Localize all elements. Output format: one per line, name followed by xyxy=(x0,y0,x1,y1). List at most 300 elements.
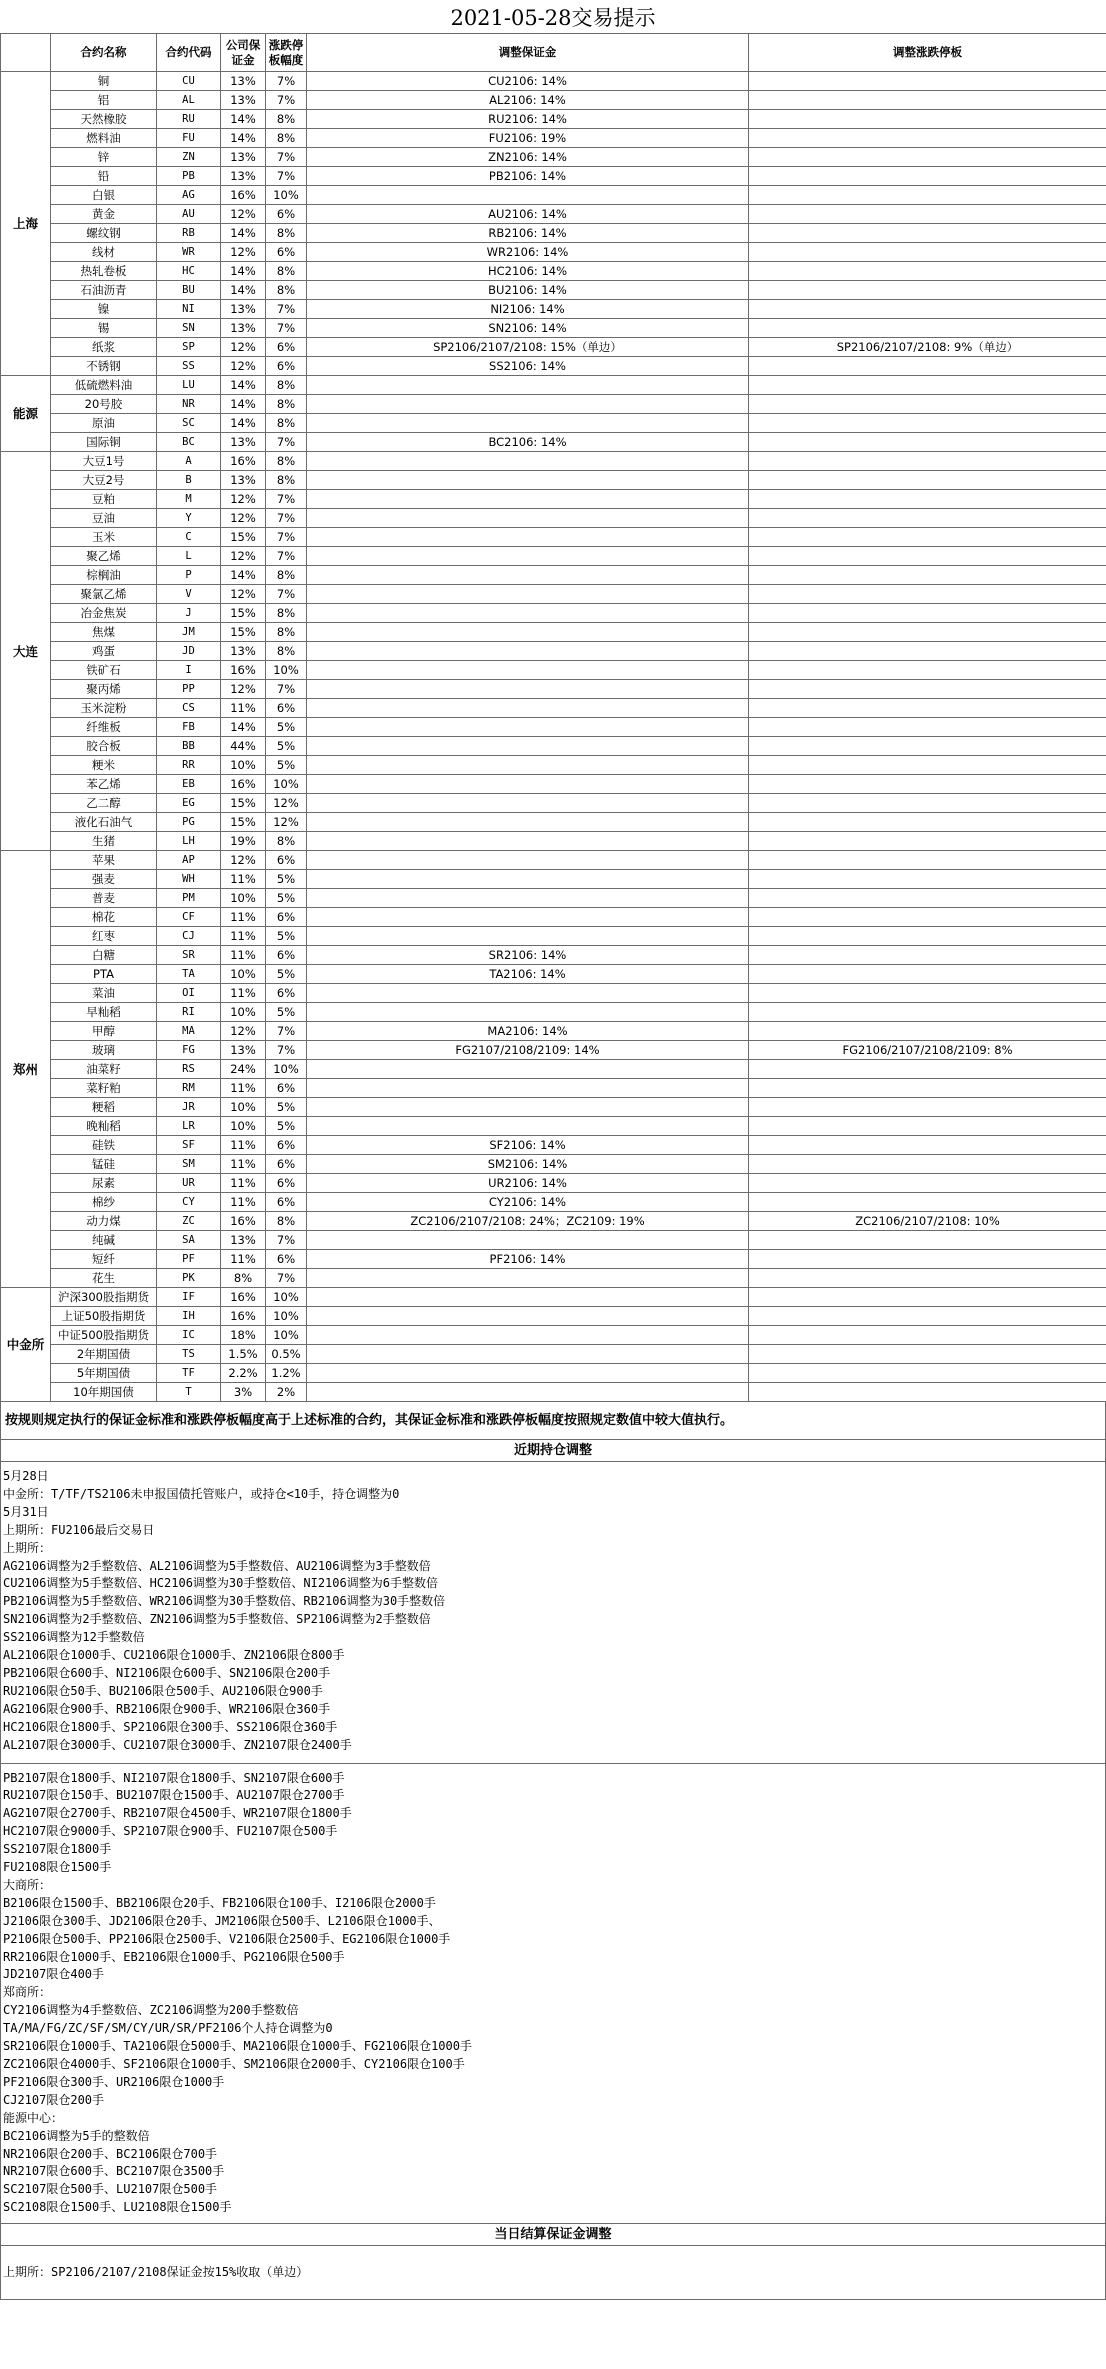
contract-code-cell: AU xyxy=(157,205,221,224)
table-row xyxy=(1,585,1106,604)
adjusted-margin-cell: CU2106: 14% xyxy=(307,72,749,91)
margin-cell: 16% xyxy=(221,452,266,471)
limit-cell: 6% xyxy=(266,1193,307,1212)
adjusted-margin-cell: WR2106: 14% xyxy=(307,243,749,262)
contract-code-cell: MA xyxy=(157,1022,221,1041)
limit-cell: 6% xyxy=(266,1155,307,1174)
table-row xyxy=(1,1174,1106,1193)
table-row xyxy=(1,300,1106,319)
table-row xyxy=(1,110,1106,129)
limit-cell: 5% xyxy=(266,1117,307,1136)
contract-code-cell: I xyxy=(157,661,221,680)
adjusted-limit-cell xyxy=(749,756,1106,775)
adjusted-margin-cell xyxy=(307,490,749,509)
adjusted-limit-cell xyxy=(749,1231,1106,1250)
limit-cell: 8% xyxy=(266,452,307,471)
contract-code-cell: JR xyxy=(157,1098,221,1117)
contract-code-cell: RS xyxy=(157,1060,221,1079)
contract-code-cell: SP xyxy=(157,338,221,357)
adjusted-margin-cell xyxy=(307,984,749,1003)
adjusted-margin-cell xyxy=(307,1307,749,1326)
contract-name-cell: 聚丙烯 xyxy=(51,680,157,699)
table-row xyxy=(1,699,1106,718)
table-row xyxy=(1,984,1106,1003)
limit-cell: 6% xyxy=(266,699,307,718)
adjusted-limit-cell xyxy=(749,661,1106,680)
margin-cell: 10% xyxy=(221,1003,266,1022)
adjusted-margin-cell xyxy=(307,1079,749,1098)
adjusted-margin-cell xyxy=(307,623,749,642)
adjusted-margin-cell: HC2106: 14% xyxy=(307,262,749,281)
position-adjust-block-2 xyxy=(0,1764,1106,2225)
limit-cell: 6% xyxy=(266,1136,307,1155)
contract-name-cell: 玻璃 xyxy=(51,1041,157,1060)
contract-name-cell: 20号胶 xyxy=(51,395,157,414)
adjusted-limit-cell xyxy=(749,281,1106,300)
contract-name-cell: 甲醇 xyxy=(51,1022,157,1041)
position-line: ZC2106限仓4000手、SF2106限仓1000手、SM2106限仓2000手、CY2106限仓100手 xyxy=(3,2057,465,2071)
margin-cell: 13% xyxy=(221,471,266,490)
table-row xyxy=(1,946,1106,965)
table-row xyxy=(1,1193,1106,1212)
adjusted-limit-cell xyxy=(749,1364,1106,1383)
adjusted-limit-cell xyxy=(749,1060,1106,1079)
position-line: AL2106限仓1000手、CU2106限仓1000手、ZN2106限仓800手 xyxy=(3,1648,345,1663)
limit-cell: 6% xyxy=(266,908,307,927)
header-contract-name: 合约名称 xyxy=(51,34,157,72)
adjusted-limit-cell xyxy=(749,300,1106,319)
contract-code-cell: OI xyxy=(157,984,221,1003)
contract-code-cell: FG xyxy=(157,1041,221,1060)
margin-cell: 11% xyxy=(221,908,266,927)
contract-name-cell: 棉纱 xyxy=(51,1193,157,1212)
margin-cell: 12% xyxy=(221,243,266,262)
adjusted-limit-cell xyxy=(749,414,1106,433)
contract-code-cell: T xyxy=(157,1383,221,1402)
adjusted-limit-cell xyxy=(749,794,1106,813)
limit-cell: 0.5% xyxy=(266,1345,307,1364)
position-line: 大商所： xyxy=(3,1877,52,1892)
margin-cell: 11% xyxy=(221,984,266,1003)
adjusted-margin-cell xyxy=(307,756,749,775)
margin-cell: 16% xyxy=(221,1307,266,1326)
table-row xyxy=(1,756,1106,775)
position-line: 5月31日 xyxy=(3,1504,49,1519)
contract-code-cell: FU xyxy=(157,129,221,148)
margin-cell: 13% xyxy=(221,433,266,452)
table-row xyxy=(1,72,1106,91)
limit-cell: 8% xyxy=(266,471,307,490)
margin-cell: 12% xyxy=(221,680,266,699)
margin-cell: 13% xyxy=(221,300,266,319)
position-line: SR2106限仓1000手、TA2106限仓5000手、MA2106限仓1000手、FG2106限仓1000手 xyxy=(3,2039,472,2054)
contract-name-cell: 低硫燃料油 xyxy=(51,376,157,395)
contract-name-cell: 油菜籽 xyxy=(51,1060,157,1079)
contract-code-cell: SS xyxy=(157,357,221,376)
limit-cell: 5% xyxy=(266,889,307,908)
adjusted-margin-cell xyxy=(307,870,749,889)
adjusted-margin-cell xyxy=(307,395,749,414)
contract-name-cell: 沪深300股指期货 xyxy=(51,1288,157,1307)
contract-code-cell: SA xyxy=(157,1231,221,1250)
adjusted-limit-cell xyxy=(749,1155,1106,1174)
margin-cell: 13% xyxy=(221,167,266,186)
contract-name-cell: 石油沥青 xyxy=(51,281,157,300)
contract-code-cell: BB xyxy=(157,737,221,756)
contract-code-cell: EG xyxy=(157,794,221,813)
table-row xyxy=(1,566,1106,585)
margin-cell: 12% xyxy=(221,547,266,566)
adjusted-limit-cell xyxy=(749,737,1106,756)
margin-cell: 15% xyxy=(221,604,266,623)
table-row xyxy=(1,319,1106,338)
adjusted-margin-cell xyxy=(307,376,749,395)
limit-cell: 6% xyxy=(266,851,307,870)
margin-cell: 13% xyxy=(221,91,266,110)
adjusted-margin-cell: TA2106: 14% xyxy=(307,965,749,984)
adjusted-margin-cell xyxy=(307,528,749,547)
contract-name-cell: 2年期国债 xyxy=(51,1345,157,1364)
contract-code-cell: RM xyxy=(157,1079,221,1098)
limit-cell: 5% xyxy=(266,737,307,756)
margin-cell: 14% xyxy=(221,224,266,243)
contract-code-cell: WH xyxy=(157,870,221,889)
adjusted-margin-cell xyxy=(307,1383,749,1402)
table-row xyxy=(1,1212,1106,1231)
contract-name-cell: 豆油 xyxy=(51,509,157,528)
limit-cell: 8% xyxy=(266,566,307,585)
contract-name-cell: 冶金焦炭 xyxy=(51,604,157,623)
margin-cell: 11% xyxy=(221,946,266,965)
limit-cell: 6% xyxy=(266,984,307,1003)
contract-code-cell: IH xyxy=(157,1307,221,1326)
adjusted-limit-cell xyxy=(749,91,1106,110)
adjusted-limit-cell xyxy=(749,148,1106,167)
table-row xyxy=(1,509,1106,528)
table-row xyxy=(1,129,1106,148)
adjusted-margin-cell xyxy=(307,452,749,471)
contract-code-cell: BC xyxy=(157,433,221,452)
adjusted-limit-cell: FG2106/2107/2108/2109: 8% xyxy=(749,1041,1106,1060)
table-row xyxy=(1,1326,1106,1345)
margin-cell: 14% xyxy=(221,414,266,433)
contract-name-cell: 棕榈油 xyxy=(51,566,157,585)
adjusted-limit-cell xyxy=(749,623,1106,642)
adjusted-margin-cell xyxy=(307,794,749,813)
contract-name-cell: 铁矿石 xyxy=(51,661,157,680)
position-line: SS2106调整为12手整数倍 xyxy=(3,1630,145,1645)
table-row xyxy=(1,528,1106,547)
table-row xyxy=(1,186,1106,205)
contract-name-cell: 铜 xyxy=(51,72,157,91)
adjusted-margin-cell xyxy=(307,1117,749,1136)
contract-name-cell: 粳稻 xyxy=(51,1098,157,1117)
position-line: CY2106调整为4手整数倍、ZC2106调整为200手整数倍 xyxy=(3,2003,299,2018)
adjusted-limit-cell xyxy=(749,471,1106,490)
adjusted-margin-cell xyxy=(307,927,749,946)
limit-cell: 8% xyxy=(266,604,307,623)
adjusted-margin-cell: AU2106: 14% xyxy=(307,205,749,224)
contract-code-cell: LR xyxy=(157,1117,221,1136)
adjusted-limit-cell xyxy=(749,1174,1106,1193)
contract-code-cell: SR xyxy=(157,946,221,965)
margin-cell: 2.2% xyxy=(221,1364,266,1383)
table-row xyxy=(1,490,1106,509)
contract-code-cell: JM xyxy=(157,623,221,642)
adjusted-margin-cell: SM2106: 14% xyxy=(307,1155,749,1174)
adjusted-limit-cell xyxy=(749,224,1106,243)
adjusted-limit-cell xyxy=(749,699,1106,718)
contract-name-cell: 锰硅 xyxy=(51,1155,157,1174)
contract-name-cell: 纤维板 xyxy=(51,718,157,737)
adjusted-margin-cell xyxy=(307,585,749,604)
table-row xyxy=(1,661,1106,680)
contract-code-cell: CJ xyxy=(157,927,221,946)
adjusted-limit-cell xyxy=(749,357,1106,376)
adjusted-limit-cell xyxy=(749,1269,1106,1288)
position-line: AG2107限仓2700手、RB2107限仓4500手、WR2107限仓1800手 xyxy=(3,1806,352,1821)
adjusted-margin-cell xyxy=(307,775,749,794)
adjusted-margin-cell xyxy=(307,908,749,927)
table-row xyxy=(1,851,1106,870)
adjusted-limit-cell xyxy=(749,1250,1106,1269)
limit-cell: 7% xyxy=(266,528,307,547)
table-row xyxy=(1,1288,1106,1307)
table-row xyxy=(1,243,1106,262)
adjusted-limit-cell xyxy=(749,851,1106,870)
adjusted-margin-cell xyxy=(307,851,749,870)
contract-name-cell: 螺纹钢 xyxy=(51,224,157,243)
contract-name-cell: 豆粕 xyxy=(51,490,157,509)
limit-cell: 8% xyxy=(266,414,307,433)
table-header-row xyxy=(1,34,1106,72)
adjusted-margin-cell xyxy=(307,509,749,528)
position-line: B2106限仓1500手、BB2106限仓20手、FB2106限仓100手、I2106限仓2000手 xyxy=(3,1895,436,1910)
contract-name-cell: 棉花 xyxy=(51,908,157,927)
contract-name-cell: 胶合板 xyxy=(51,737,157,756)
adjusted-margin-cell xyxy=(307,1269,749,1288)
contract-code-cell: UR xyxy=(157,1174,221,1193)
margin-cell: 13% xyxy=(221,642,266,661)
table-row xyxy=(1,794,1106,813)
adjusted-limit-cell xyxy=(749,585,1106,604)
margin-cell: 16% xyxy=(221,775,266,794)
margin-cell: 1.5% xyxy=(221,1345,266,1364)
position-line: AL2107限仓3000手、CU2107限仓3000手、ZN2107限仓2400手 xyxy=(3,1737,352,1752)
limit-cell: 5% xyxy=(266,718,307,737)
adjusted-limit-cell xyxy=(749,604,1106,623)
contract-name-cell: 生猪 xyxy=(51,832,157,851)
contract-name-cell: 天然橡胶 xyxy=(51,110,157,129)
limit-cell: 8% xyxy=(266,224,307,243)
adjusted-margin-cell xyxy=(307,832,749,851)
contract-name-cell: 线材 xyxy=(51,243,157,262)
table-row xyxy=(1,1250,1106,1269)
position-line: PF2106限仓300手、UR2106限仓1000手 xyxy=(3,2074,225,2089)
limit-cell: 2% xyxy=(266,1383,307,1402)
margin-cell: 13% xyxy=(221,72,266,91)
contract-code-cell: M xyxy=(157,490,221,509)
contract-code-cell: RR xyxy=(157,756,221,775)
limit-cell: 7% xyxy=(266,91,307,110)
exchange-cell: 郑州 xyxy=(1,851,51,1288)
adjusted-limit-cell xyxy=(749,870,1106,889)
limit-cell: 7% xyxy=(266,1231,307,1250)
limit-cell: 8% xyxy=(266,623,307,642)
contract-code-cell: C xyxy=(157,528,221,547)
contract-code-cell: B xyxy=(157,471,221,490)
limit-cell: 7% xyxy=(266,300,307,319)
margin-cell: 16% xyxy=(221,1288,266,1307)
contract-code-cell: PF xyxy=(157,1250,221,1269)
contract-code-cell: IF xyxy=(157,1288,221,1307)
limit-cell: 6% xyxy=(266,338,307,357)
adjusted-limit-cell xyxy=(749,1003,1106,1022)
adjusted-margin-cell xyxy=(307,1288,749,1307)
contract-name-cell: 液化石油气 xyxy=(51,813,157,832)
adjusted-margin-cell xyxy=(307,547,749,566)
contract-code-cell: RU xyxy=(157,110,221,129)
adjusted-limit-cell xyxy=(749,528,1106,547)
adjusted-margin-cell: RB2106: 14% xyxy=(307,224,749,243)
table-row xyxy=(1,623,1106,642)
adjusted-limit-cell xyxy=(749,889,1106,908)
position-adjust-block-1 xyxy=(0,1462,1106,1764)
limit-cell: 5% xyxy=(266,756,307,775)
adjusted-limit-cell xyxy=(749,1383,1106,1402)
limit-cell: 10% xyxy=(266,1326,307,1345)
limit-cell: 7% xyxy=(266,1041,307,1060)
limit-cell: 8% xyxy=(266,281,307,300)
position-line: SC2107限仓500手、LU2107限仓500手 xyxy=(3,2182,218,2197)
limit-cell: 7% xyxy=(266,1022,307,1041)
contract-name-cell: 粳米 xyxy=(51,756,157,775)
contract-code-cell: LU xyxy=(157,376,221,395)
margin-cell: 11% xyxy=(221,1174,266,1193)
adjusted-margin-cell xyxy=(307,1003,749,1022)
contract-code-cell: ZC xyxy=(157,1212,221,1231)
contract-code-cell: BU xyxy=(157,281,221,300)
margin-cell: 15% xyxy=(221,813,266,832)
margin-cell: 15% xyxy=(221,528,266,547)
contract-name-cell: 红枣 xyxy=(51,927,157,946)
limit-cell: 8% xyxy=(266,110,307,129)
limit-cell: 8% xyxy=(266,395,307,414)
margin-cell: 10% xyxy=(221,965,266,984)
adjusted-margin-cell xyxy=(307,642,749,661)
table-row xyxy=(1,1155,1106,1174)
adjusted-limit-cell xyxy=(749,547,1106,566)
contract-name-cell: 苹果 xyxy=(51,851,157,870)
contract-code-cell: WR xyxy=(157,243,221,262)
adjusted-margin-cell xyxy=(307,680,749,699)
contract-code-cell: J xyxy=(157,604,221,623)
position-line: RR2106限仓1000手、EB2106限仓1000手、PG2106限仓500手 xyxy=(3,1949,345,1964)
table-row xyxy=(1,1383,1106,1402)
table-row xyxy=(1,1117,1106,1136)
adjusted-limit-cell xyxy=(749,376,1106,395)
position-line: CJ2107限仓200手 xyxy=(3,2092,105,2107)
contract-code-cell: PK xyxy=(157,1269,221,1288)
margin-cell: 18% xyxy=(221,1326,266,1345)
contract-name-cell: 动力煤 xyxy=(51,1212,157,1231)
contract-code-cell: PM xyxy=(157,889,221,908)
contract-name-cell: 中证500股指期货 xyxy=(51,1326,157,1345)
position-adjust-title: 近期持仓调整 xyxy=(0,1440,1106,1462)
margin-cell: 16% xyxy=(221,1212,266,1231)
contract-name-cell: 乙二醇 xyxy=(51,794,157,813)
position-line: 中金所：T/TF/TS2106未申报国债托管账户，或持仓<10手，持仓调整为0 xyxy=(3,1486,400,1501)
contract-name-cell: 早籼稻 xyxy=(51,1003,157,1022)
limit-cell: 12% xyxy=(266,813,307,832)
adjusted-margin-cell: FG2107/2108/2109: 14% xyxy=(307,1041,749,1060)
table-row xyxy=(1,927,1106,946)
adjusted-limit-cell xyxy=(749,395,1106,414)
limit-cell: 7% xyxy=(266,319,307,338)
limit-cell: 6% xyxy=(266,1079,307,1098)
adjusted-limit-cell xyxy=(749,965,1106,984)
adjusted-margin-cell: PF2106: 14% xyxy=(307,1250,749,1269)
limit-cell: 8% xyxy=(266,262,307,281)
contract-name-cell: 铅 xyxy=(51,167,157,186)
margin-cell: 11% xyxy=(221,1250,266,1269)
table-row xyxy=(1,1003,1106,1022)
header-limit: 涨跌停板幅度 xyxy=(266,34,307,72)
adjusted-margin-cell xyxy=(307,1231,749,1250)
limit-cell: 7% xyxy=(266,148,307,167)
adjusted-limit-cell xyxy=(749,984,1106,1003)
margin-cell: 8% xyxy=(221,1269,266,1288)
limit-cell: 8% xyxy=(266,832,307,851)
adjusted-margin-cell: SN2106: 14% xyxy=(307,319,749,338)
adjusted-margin-cell: SP2106/2107/2108: 15%（单边） xyxy=(307,338,749,357)
adjusted-limit-cell xyxy=(749,946,1106,965)
table-row xyxy=(1,1098,1106,1117)
adjusted-margin-cell: UR2106: 14% xyxy=(307,1174,749,1193)
margin-cell: 16% xyxy=(221,186,266,205)
contract-name-cell: 纸浆 xyxy=(51,338,157,357)
adjusted-limit-cell xyxy=(749,1307,1106,1326)
contract-name-cell: 黄金 xyxy=(51,205,157,224)
contract-code-cell: AP xyxy=(157,851,221,870)
adjusted-margin-cell xyxy=(307,1326,749,1345)
position-line: BC2106调整为5手的整数倍 xyxy=(3,2128,150,2143)
table-row xyxy=(1,604,1106,623)
adjusted-margin-cell: ZN2106: 14% xyxy=(307,148,749,167)
position-line: CU2106调整为5手整数倍、HC2106调整为30手整数倍、NI2106调整为6手整数倍 xyxy=(3,1576,438,1591)
adjusted-limit-cell xyxy=(749,1022,1106,1041)
contract-name-cell: 10年期国债 xyxy=(51,1383,157,1402)
limit-cell: 5% xyxy=(266,870,307,889)
position-line: RU2106限仓50手、BU2106限仓500手、AU2106限仓900手 xyxy=(3,1683,323,1698)
table-row xyxy=(1,889,1106,908)
contract-name-cell: 不锈钢 xyxy=(51,357,157,376)
margin-cell: 16% xyxy=(221,661,266,680)
adjusted-margin-cell xyxy=(307,718,749,737)
limit-cell: 7% xyxy=(266,1269,307,1288)
contract-name-cell: 花生 xyxy=(51,1269,157,1288)
contract-code-cell: SF xyxy=(157,1136,221,1155)
limit-cell: 7% xyxy=(266,680,307,699)
contract-code-cell: CS xyxy=(157,699,221,718)
table-row xyxy=(1,642,1106,661)
margin-cell: 15% xyxy=(221,794,266,813)
margin-cell: 11% xyxy=(221,870,266,889)
table-row xyxy=(1,813,1106,832)
adjusted-margin-cell xyxy=(307,1098,749,1117)
table-row xyxy=(1,376,1106,395)
adjusted-margin-cell xyxy=(307,661,749,680)
